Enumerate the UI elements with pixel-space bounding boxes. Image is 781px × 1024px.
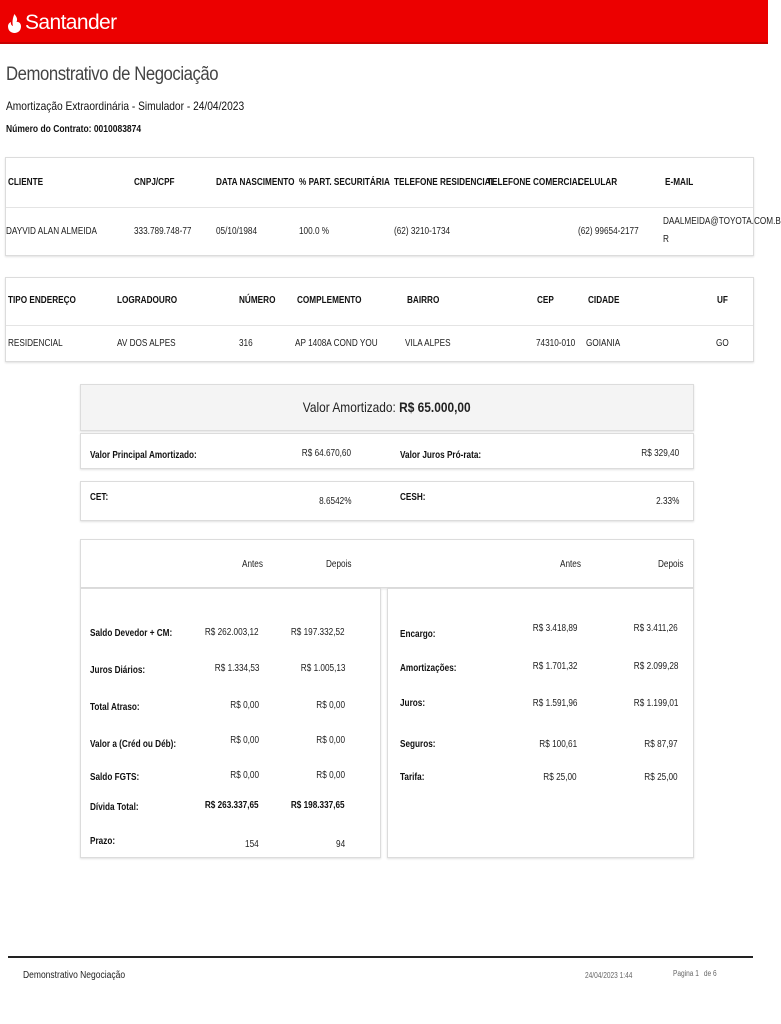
left-row-label: Saldo Devedor + CM:	[90, 628, 173, 639]
santander-logo[interactable]	[7, 11, 117, 35]
left-row-antes: R$ 0,00	[230, 735, 259, 746]
valor-amortizado-value: R$ 65.000,00	[399, 399, 471, 415]
divider	[6, 207, 753, 208]
cet-cesh-card	[80, 481, 694, 521]
right-row-label: Amortizações:	[400, 663, 457, 674]
left-row-label: Saldo FGTS:	[90, 772, 140, 783]
header-cpf: CNPJ/CPF	[134, 177, 175, 188]
right-row-antes: R$ 100,61	[539, 739, 577, 750]
contract-number	[6, 124, 141, 135]
contract-value: 0010083874	[93, 124, 142, 135]
divider	[6, 325, 753, 326]
left-row-depois: R$ 198.337,65	[291, 800, 345, 811]
right-row-depois: R$ 1.199,01	[633, 698, 678, 709]
cell-numero: 316	[239, 338, 253, 349]
cell-complemento: AP 1408A COND YOU	[295, 338, 378, 349]
header-nascimento: DATA NASCIMENTO	[216, 177, 295, 188]
comparison-header	[80, 539, 694, 588]
cell-celular: (62) 99654-2177	[578, 226, 639, 237]
right-row-antes: R$ 25,00	[543, 772, 577, 783]
right-row-label: Juros:	[400, 698, 426, 709]
footer-page-of: de 6	[703, 969, 717, 978]
top-bar	[0, 0, 768, 44]
address-table	[5, 277, 754, 362]
footer-date: 24/04/2023 1:44	[585, 971, 633, 980]
principal-juros-card	[80, 433, 694, 469]
juros-prorata-label: Valor Juros Pró-rata:	[400, 450, 482, 461]
right-row-label: Seguros:	[400, 739, 436, 750]
cet-label: CET:	[90, 492, 109, 503]
cell-email-line1: DAALMEIDA@TOYOTA.COM.B	[663, 216, 781, 227]
page-subtitle: Amortização Extraordinária - Simulador - 24/04/2023	[6, 99, 245, 113]
right-row-label: Tarifa:	[400, 772, 425, 783]
header-bairro: BAIRRO	[407, 295, 440, 306]
cell-nascimento: 05/10/1984	[216, 226, 258, 237]
brand-name: Santander	[25, 11, 117, 34]
cell-bairro: VILA ALPES	[405, 338, 451, 349]
valor-amortizado-label: Valor Amortizado:	[303, 399, 397, 415]
header-celular: CELULAR	[578, 177, 618, 188]
cell-email-line2: R	[663, 234, 669, 245]
right-row-depois: R$ 3.411,26	[633, 623, 678, 634]
left-row-label: Valor a (Créd ou Déb):	[90, 739, 177, 750]
header-cliente: CLIENTE	[8, 177, 44, 188]
antes-right-header: Antes	[560, 559, 581, 570]
cet-value: 8.6542%	[318, 496, 351, 507]
header-uf: UF	[717, 295, 728, 306]
antes-left-header: Antes	[242, 559, 263, 570]
right-row-antes: R$ 3.418,89	[532, 623, 577, 634]
cell-cidade: GOIANIA	[586, 338, 621, 349]
cesh-value: 2.33%	[655, 496, 679, 507]
header-part-securitaria: % PART. SECURITÁRIA	[299, 177, 390, 188]
cell-tel-res: (62) 3210-1734	[394, 226, 451, 237]
left-row-label: Prazo:	[90, 836, 116, 847]
right-row-depois: R$ 2.099,28	[633, 661, 678, 672]
depois-right-header: Depois	[658, 559, 684, 570]
principal-value: R$ 64.670,60	[301, 448, 351, 459]
right-row-antes: R$ 1.591,96	[532, 698, 577, 709]
left-row-depois: R$ 197.332,52	[291, 627, 345, 638]
header-email: E-MAIL	[665, 177, 694, 188]
left-row-depois: 94	[335, 839, 345, 850]
header-logradouro: LOGRADOURO	[117, 295, 178, 306]
left-row-depois: R$ 1.005,13	[300, 663, 345, 674]
page-title: Demonstrativo de Negociação	[6, 64, 219, 85]
valor-amortizado-text	[303, 399, 471, 415]
right-row-depois: R$ 87,97	[644, 739, 678, 750]
juros-prorata-value: R$ 329,40	[641, 448, 679, 459]
cell-cpf: 333.789.748-77	[134, 226, 192, 237]
footer-page-label: Pagina 1	[673, 969, 699, 978]
right-row-depois: R$ 25,00	[644, 772, 678, 783]
left-row-label: Dívida Total:	[90, 802, 139, 813]
footer-page-number	[673, 969, 722, 978]
flame-icon	[7, 13, 22, 34]
right-row-label: Encargo:	[400, 629, 436, 640]
header-complemento: COMPLEMENTO	[297, 295, 362, 306]
contract-label: Número do Contrato:	[6, 124, 92, 135]
left-row-depois: R$ 0,00	[316, 735, 345, 746]
depois-left-header: Depois	[326, 559, 352, 570]
cesh-label: CESH:	[400, 492, 426, 503]
header-cidade: CIDADE	[588, 295, 620, 306]
left-row-antes: R$ 0,00	[230, 770, 259, 781]
valor-amortizado-card	[80, 384, 694, 431]
header-telefone-residencial: TELEFONE RESIDENCIAL	[394, 177, 496, 188]
cell-logradouro: AV DOS ALPES	[117, 338, 176, 349]
footer-title: Demonstrativo Negociação	[23, 970, 126, 981]
left-row-antes: R$ 0,00	[230, 700, 259, 711]
valor-amortizado-line	[81, 399, 693, 417]
footer-divider	[8, 956, 753, 958]
left-row-label: Total Atraso:	[90, 702, 140, 713]
comparison-left-panel	[80, 588, 381, 858]
cell-uf: GO	[716, 338, 729, 349]
client-table	[5, 157, 781, 256]
left-row-depois: R$ 0,00	[316, 700, 345, 711]
left-row-antes: R$ 1.334,53	[214, 663, 259, 674]
cell-cep: 74310-010	[536, 338, 576, 349]
cell-cliente: DAYVID ALAN ALMEIDA	[6, 226, 97, 237]
header-numero: NÚMERO	[239, 295, 276, 306]
header-cep: CEP	[537, 295, 554, 306]
left-row-antes: 154	[245, 839, 259, 850]
principal-label: Valor Principal Amortizado:	[90, 450, 197, 461]
cell-part: 100.0 %	[299, 226, 330, 237]
comparison-right-panel	[387, 588, 694, 858]
header-telefone-comercial: TELEFONE COMERCIAL	[487, 177, 583, 188]
left-row-label: Juros Diários:	[90, 665, 146, 676]
left-row-depois: R$ 0,00	[316, 770, 345, 781]
right-row-antes: R$ 1.701,32	[532, 661, 577, 672]
left-row-antes: R$ 263.337,65	[205, 800, 259, 811]
cell-tipo: RESIDENCIAL	[8, 338, 63, 349]
header-tipo-endereco: TIPO ENDEREÇO	[8, 295, 76, 306]
left-row-antes: R$ 262.003,12	[205, 627, 259, 638]
